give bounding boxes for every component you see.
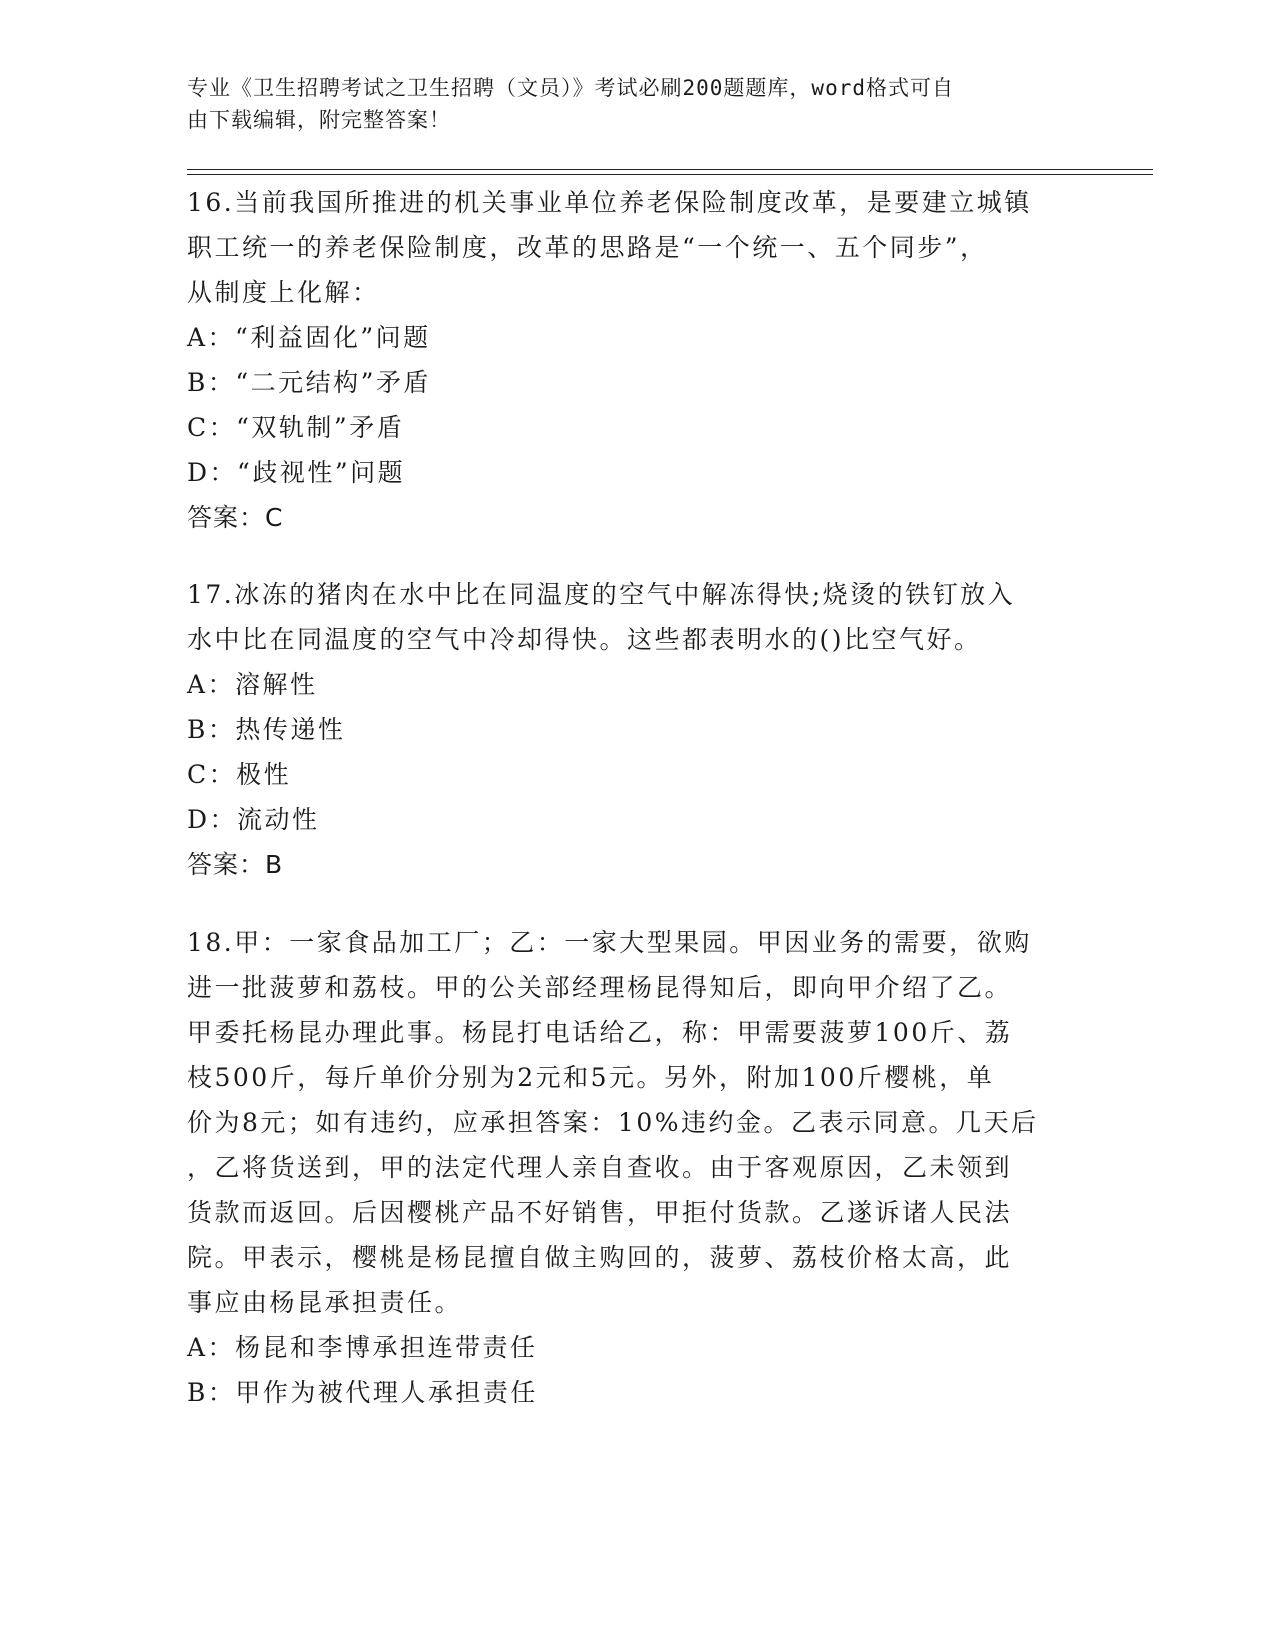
- header-line: 由下载编辑，附完整答案！: [187, 108, 451, 132]
- answer-label: 答案：C: [187, 503, 284, 532]
- question-stem: [187, 180, 1087, 315]
- header-divider-top: [187, 169, 1153, 170]
- stem-line: 从制度上化解：: [187, 278, 380, 307]
- stem-line: 职工统一的养老保险制度，改革的思路是“一个统一、五个同步”，: [187, 233, 988, 262]
- answer-label: 答案：B: [187, 850, 284, 879]
- option-b: B：甲作为被代理人承担责任: [187, 1378, 538, 1407]
- stem-line: 17.冰冻的猪肉在水中比在同温度的空气中解冻得快;烧烫的铁钉放入: [187, 580, 1016, 609]
- stem-line: 水中比在同温度的空气中冷却得快。这些都表明水的()比空气好。: [187, 625, 982, 654]
- question-16: [187, 180, 1087, 540]
- option-d: D：流动性: [187, 805, 320, 834]
- stem-line: 18.甲：一家食品加工厂；乙：一家大型果园。甲因业务的需要，欲购: [187, 928, 1032, 957]
- question-18: [187, 920, 1087, 1415]
- question-17: [187, 572, 1087, 887]
- document-header: [187, 72, 1067, 136]
- question-stem: [187, 572, 1087, 662]
- option-a: A：“利益固化”问题: [187, 323, 431, 352]
- option-b: B：“二元结构”矛盾: [187, 368, 431, 397]
- stem-line: 枝500斤，每斤单价分别为2元和5元。另外，附加100斤樱桃，单: [187, 1063, 995, 1092]
- option-a: A：杨昆和李博承担连带责任: [187, 1333, 538, 1362]
- stem-line: 价为8元；如有违约，应承担答案：10%违约金。乙表示同意。几天后: [187, 1108, 1039, 1137]
- stem-line: 事应由杨昆承担责任。: [187, 1288, 463, 1317]
- option-d: D：“歧视性”问题: [187, 458, 406, 487]
- option-c: C：“双轨制”矛盾: [187, 413, 405, 442]
- stem-line: ，乙将货送到，甲的法定代理人亲自查收。由于客观原因，乙未领到: [187, 1153, 1013, 1182]
- header-divider-bottom: [187, 174, 1153, 175]
- stem-line: 甲委托杨昆办理此事。杨昆打电话给乙，称：甲需要菠萝100斤、荔: [187, 1018, 1013, 1047]
- option-a: A：溶解性: [187, 670, 318, 699]
- stem-line: 货款而返回。后因樱桃产品不好销售，甲拒付货款。乙遂诉诸人民法: [187, 1198, 1013, 1227]
- question-stem: [187, 920, 1087, 1325]
- stem-line: 进一批菠萝和荔枝。甲的公关部经理杨昆得知后，即向甲介绍了乙。: [187, 973, 1013, 1002]
- stem-line: 院。甲表示，樱桃是杨昆擅自做主购回的，菠萝、荔枝价格太高，此: [187, 1243, 1013, 1272]
- option-b: B：热传递性: [187, 715, 346, 744]
- option-c: C：极性: [187, 760, 292, 789]
- stem-line: 16.当前我国所推进的机关事业单位养老保险制度改革，是要建立城镇: [187, 188, 1032, 217]
- header-line: 专业《卫生招聘考试之卫生招聘（文员）》考试必刷200题题库，word格式可自: [187, 76, 954, 100]
